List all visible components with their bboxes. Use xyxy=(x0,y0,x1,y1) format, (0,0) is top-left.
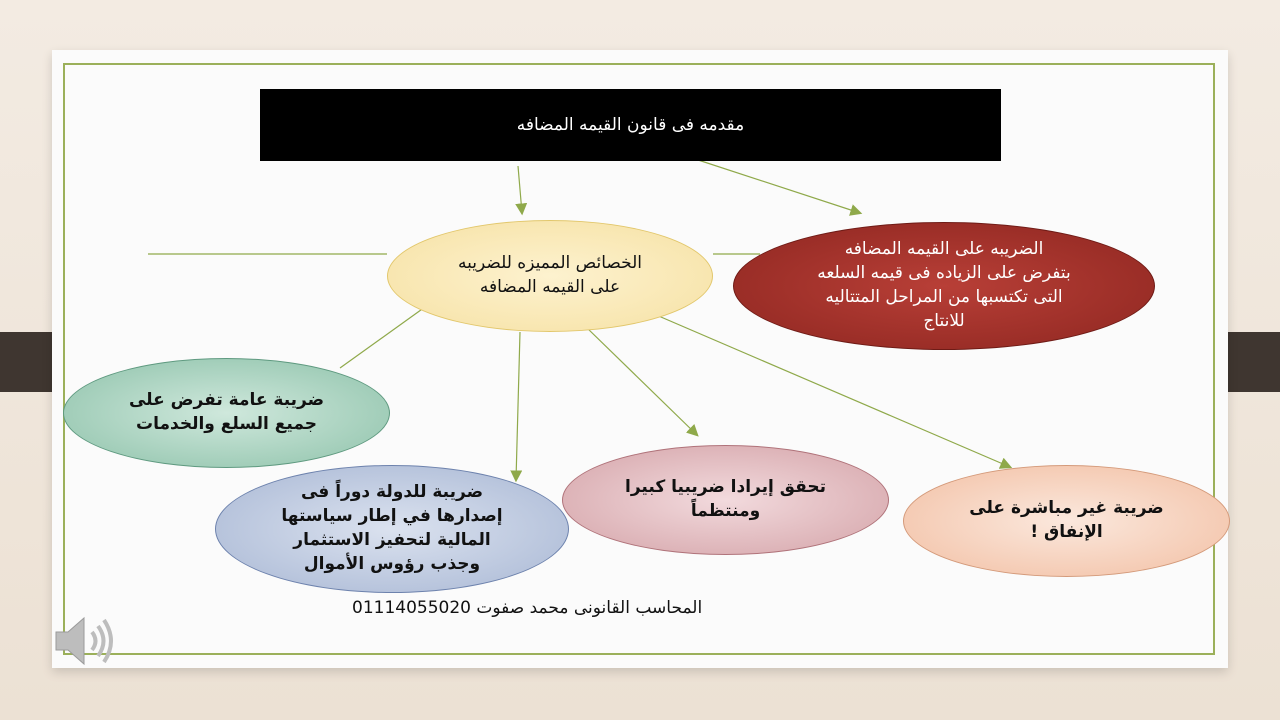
definition-node xyxy=(733,222,1155,350)
center-node-text: الخصائص المميزه للضريبه على القيمه المضافه xyxy=(457,253,643,297)
connector-center-revenue xyxy=(585,326,697,435)
center-node xyxy=(387,220,713,332)
footer-credit: المحاسب القانونى محمد صفوت 01114055020 xyxy=(352,598,703,618)
definition-node-text: الضريبه على القيمه المضافه بتفرض على الزياده فى قيمه السلعه التى تكتسبها من المراحل المتتاليه للانتاج xyxy=(817,239,1071,331)
connector-title-definition xyxy=(692,158,860,213)
diagram-title-text: مقدمه فى قانون القيمه المضافه xyxy=(516,115,745,135)
connector-title-center xyxy=(518,166,522,213)
revenue-node xyxy=(562,445,889,555)
general-tax-node-text: ضريبة عامة تفرض على جميع السلع والخدمات xyxy=(128,390,325,434)
state-role-node xyxy=(215,465,569,593)
general-tax-node xyxy=(63,358,390,468)
connector-center-general xyxy=(340,302,432,368)
speaker-icon[interactable] xyxy=(52,612,118,670)
indirect-tax-node-text: ضريبة غير مباشرة على الإنفاق ! xyxy=(969,498,1164,542)
state-role-node-text: ضريبة للدولة دوراً فى إصدارها في إطار سياستها المالية لتحفيز الاستثمار وجذب رؤوس الأموال xyxy=(281,482,503,574)
indirect-tax-node xyxy=(903,465,1230,577)
revenue-node-text: تحقق إيرادا ضريبيا كبيرا ومنتظماً xyxy=(625,477,826,521)
diagram-title xyxy=(260,89,1001,161)
connector-center-role xyxy=(516,332,520,480)
